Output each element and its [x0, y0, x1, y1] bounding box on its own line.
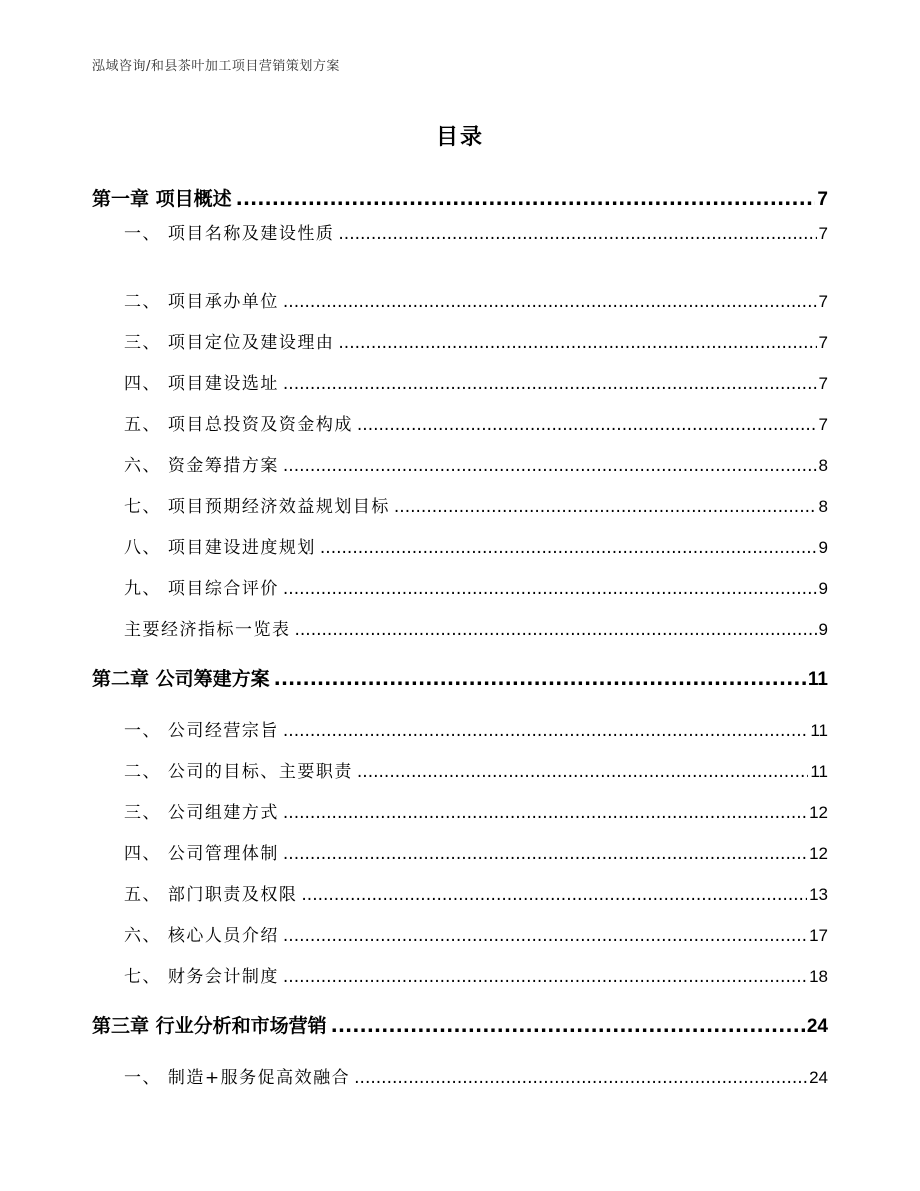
toc-title: 目录	[435, 125, 484, 150]
toc-label: 第三章 行业分析和市场营销	[92, 1015, 327, 1037]
toc-section[interactable]	[124, 287, 828, 312]
toc-page-number: 24	[809, 1068, 828, 1087]
toc-label: 五、 部门职责及权限	[124, 885, 298, 905]
toc-page-number: 7	[818, 333, 828, 352]
toc-label: 三、 项目定位及建设理由	[124, 333, 335, 353]
toc-chapter-3[interactable]	[92, 1011, 828, 1038]
toc-section[interactable]	[124, 962, 828, 987]
toc-page-number: 11	[810, 762, 828, 781]
toc-label: 四、 项目建设选址	[124, 374, 279, 394]
toc-leader-dots	[283, 967, 807, 987]
toc-leader-dots	[295, 620, 817, 640]
toc-page-number: 9	[818, 620, 828, 639]
toc-section[interactable]	[124, 328, 828, 353]
toc-page-number: 13	[809, 885, 828, 904]
toc-leader-dots	[283, 721, 808, 741]
toc-page-number: 12	[809, 803, 828, 822]
toc-leader-dots	[338, 224, 816, 244]
toc-leader-dots	[283, 292, 817, 312]
toc-label: 七、 项目预期经济效益规划目标	[124, 497, 390, 517]
toc-label: 六、 资金筹措方案	[124, 456, 279, 476]
toc-leader-dots	[283, 803, 807, 823]
toc-page-number: 11	[810, 721, 828, 740]
toc-label: 三、 公司组建方式	[124, 803, 279, 823]
toc-leader-dots	[320, 538, 817, 558]
toc-label: 一、 制造+服务促高效融合	[124, 1068, 351, 1088]
toc-chapter-2[interactable]	[92, 664, 828, 691]
toc-label: 六、 核心人员介绍	[124, 926, 279, 946]
toc-section[interactable]	[124, 615, 828, 640]
toc-section[interactable]	[124, 574, 828, 599]
toc-section[interactable]	[124, 880, 828, 905]
toc-section[interactable]	[124, 451, 828, 476]
toc-leader-dots	[357, 415, 817, 435]
toc-label: 二、 公司的目标、主要职责	[124, 762, 353, 782]
toc-leader-dots	[354, 1068, 807, 1088]
toc-leader-dots	[357, 762, 808, 782]
toc-page-number: 9	[818, 579, 828, 598]
toc-chapter-1[interactable]	[92, 184, 828, 211]
toc-section[interactable]	[124, 839, 828, 864]
toc-leader-dots	[283, 926, 807, 946]
toc-page-number: 18	[809, 967, 828, 986]
toc-section[interactable]	[124, 798, 828, 823]
toc-page-number: 8	[818, 456, 828, 475]
toc-label: 二、 项目承办单位	[124, 292, 279, 312]
toc-label: 第二章 公司筹建方案	[92, 668, 270, 690]
toc-section[interactable]	[124, 716, 828, 741]
toc-label: 七、 财务会计制度	[124, 967, 279, 987]
toc-label: 四、 公司管理体制	[124, 844, 279, 864]
toc-leader-dots	[338, 333, 816, 353]
toc-section[interactable]	[124, 492, 828, 517]
toc-label: 主要经济指标一览表	[124, 620, 291, 640]
toc-leader-dots	[274, 668, 806, 690]
toc-page-number: 11	[807, 669, 828, 690]
toc-label: 一、 项目名称及建设性质	[124, 224, 335, 244]
toc-section[interactable]	[124, 1063, 828, 1088]
toc-page-number: 12	[809, 844, 828, 863]
toc-leader-dots	[283, 844, 807, 864]
toc-leader-dots	[283, 579, 817, 599]
toc-section[interactable]	[124, 410, 828, 435]
page-header: 泓域咨询/和县茶叶加工项目营销策划方案	[92, 59, 340, 74]
toc-label: 五、 项目总投资及资金构成	[124, 415, 353, 435]
toc-section[interactable]	[124, 533, 828, 558]
toc-page-number: 7	[818, 415, 828, 434]
toc-section[interactable]	[124, 219, 828, 244]
toc-page-number: 7	[818, 224, 828, 243]
toc-label: 一、 公司经营宗旨	[124, 721, 279, 741]
toc-page-number: 8	[818, 497, 828, 516]
toc-leader-dots	[236, 188, 816, 210]
toc-section[interactable]	[124, 921, 828, 946]
toc-page-number: 7	[817, 189, 828, 210]
toc-leader-dots	[283, 374, 817, 394]
toc-section[interactable]	[124, 369, 828, 394]
toc-label: 九、 项目综合评价	[124, 579, 279, 599]
toc-page-number: 17	[809, 926, 828, 945]
toc-leader-dots	[301, 885, 807, 905]
toc-label: 八、 项目建设进度规划	[124, 538, 316, 558]
toc-leader-dots	[394, 497, 817, 517]
toc-page-number: 7	[818, 374, 828, 393]
toc-page-number: 7	[818, 292, 828, 311]
toc-label: 第一章 项目概述	[92, 188, 232, 210]
toc-section[interactable]	[124, 757, 828, 782]
toc-leader-dots	[283, 456, 817, 476]
toc-leader-dots	[331, 1015, 805, 1037]
toc-page-number: 9	[818, 538, 828, 557]
toc-page-number: 24	[806, 1016, 828, 1037]
